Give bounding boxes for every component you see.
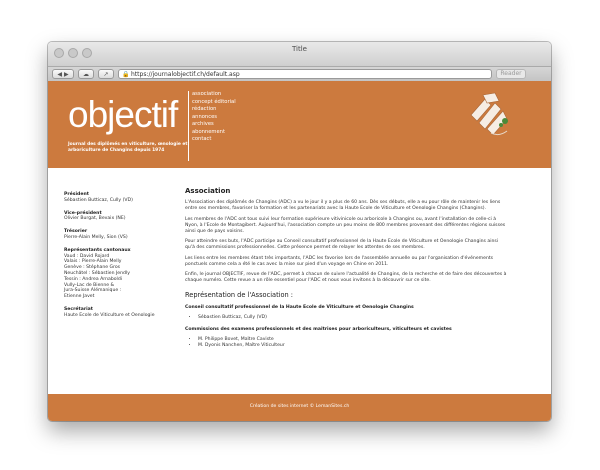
title-bar — [48, 42, 551, 67]
icloud-button[interactable] — [78, 69, 94, 79]
list-item: • Sébastien Butticaz, Cully (VD) — [198, 315, 508, 321]
president-name: Sébastien Butticaz, Cully (VD) — [64, 197, 133, 203]
site-header — [48, 81, 551, 168]
paragraph: Les liens entre les membres étant très importants, l'ADC les favorise lors de l'assemblée annuelle ou par l'organisation d'événements ponctuels comme cela a été le cas avec la mise sur pied d'un voyage en Chine en 2011. — [185, 255, 494, 267]
council-list — [185, 315, 508, 321]
share-icon: ↗ — [103, 71, 109, 78]
paragraph: L'Association des diplômés de Changins (ADC) a vu le jour il y a plus de 60 ans. Dès ses débuts, elle a eu pour rôle de maintenir les liens entre ses membres, favoriser la formation et les partenariats avec la Haute Ecole de Viticulture et Oenologie Changins (Changins). — [185, 200, 501, 212]
main-nav — [192, 91, 236, 144]
url-text[interactable]: https://journalobjectif.ch/default.asp — [131, 71, 240, 78]
cantonal-rep: Vully-Lac de Bienne & — [64, 282, 115, 288]
president-title: Président — [64, 192, 89, 197]
list-item: • M. Dyonis Nanchen, Maître Viticulteur — [198, 343, 508, 349]
lock-icon: 🔒 — [122, 71, 130, 78]
browser-window — [48, 42, 551, 421]
chevron-left-icon[interactable]: ◀ — [57, 71, 63, 78]
cantonal-rep: Tessin : Andrea Arnaboldi — [64, 276, 123, 282]
paragraph: Enfin, le journal OBJECTIF, revue de l'ADC, permet à chacun de suivre l'actualité de Changins, de la recherche et de faire des découvertes à chaque numéro. Cette revue a un rôle essentiel pour l'ADC et nous vous invitons à la découvrir sur ce site. — [185, 272, 507, 284]
reader-button[interactable]: Reader — [496, 69, 526, 79]
share-button[interactable] — [98, 69, 114, 79]
site-tagline: Journal des diplômés en viticulture, œnologie et arboriculture de Changins depuis 1974 — [68, 142, 188, 153]
cantonal-rep: Genève : Stéphane Gros — [64, 265, 121, 271]
cantonal-rep: Vaud : David Rojard — [64, 253, 110, 259]
secretary-title: Secrétariat — [64, 306, 93, 312]
nav-association[interactable]: association — [192, 91, 222, 97]
paragraph: Pour atteindre ses buts, l'ADC participe au Conseil consultatif professionnel de la Haute Ecole de Viticulture et Oenologie Changins ainsi qu'à des commissions professionnelles. Cette présence permet de relayer les attentes de ses membres. — [185, 239, 499, 251]
window-title: Title — [291, 45, 307, 53]
address-bar[interactable] — [118, 69, 492, 79]
chevron-right-icon[interactable]: ▶ — [63, 71, 69, 78]
secretary-name: Haute Ecole de Viticulture et Oenologie — [64, 312, 155, 318]
nav-redaction[interactable]: rédaction — [192, 106, 217, 112]
commissions-title: Commissions des examens professionnels et des maîtrises pour arboriculteurs, viticulteurs et cavistes — [185, 327, 452, 333]
site-logo[interactable]: objectif — [68, 94, 178, 135]
cantonal-rep: Valais : Pierre-Alain Melly — [64, 259, 122, 265]
committee-sidebar — [64, 192, 184, 319]
nav-abonnement[interactable]: abonnement — [192, 128, 225, 135]
emblem-icon — [461, 89, 517, 145]
vice-president-name: Olivier Burgat, Bevaix (NE) — [64, 216, 126, 222]
nav-archives[interactable]: archives — [192, 121, 214, 127]
page-title: Association — [185, 187, 231, 195]
commissions-list — [185, 337, 508, 349]
treasurer-title: Trésorier — [64, 229, 88, 235]
cloud-icon: ☁ — [83, 71, 89, 78]
nav-concept-editorial[interactable]: concept éditorial — [192, 98, 236, 105]
nav-contact[interactable]: contact — [192, 136, 212, 142]
cantonal-rep: Etienne Javet — [64, 294, 95, 300]
list-item: • M. Philippe Bovet, Maître Caviste — [198, 337, 508, 343]
cantonal-rep: Jura-Suisse Alémanique : — [64, 288, 122, 294]
site-footer — [48, 394, 551, 421]
back-forward-buttons[interactable] — [52, 69, 74, 79]
nav-annonces[interactable]: annonces — [192, 113, 217, 120]
browser-toolbar — [48, 67, 551, 82]
cantonal-rep: Neuchâtel : Sébastien Jendly — [64, 270, 130, 276]
paragraph: Les membres de l'ADC ont tous suivi leur formation supérieure vitivinicole ou arboricole à Changins ou, avant l'installation de celle-ci à Nyon, à l'Ecole de Montagibert. Aujourd'hui, l'association compte un peu moins de 800 membres provenant des différentes régions suisses ainsi que de pays voisins. — [185, 216, 506, 235]
vice-president-title: Vice-président — [64, 210, 102, 216]
main-content — [185, 188, 508, 352]
representation-heading: Représentation de l'Association : — [185, 291, 294, 300]
cantonal-title: Représentants cantonaux — [64, 247, 131, 253]
header-divider — [188, 91, 189, 161]
footer-credit[interactable]: Création de sites internet © LemanSites.ch — [249, 404, 350, 409]
treasurer-name: Pierre-Alain Melly, Sion (VS) — [64, 234, 128, 240]
council-title: Conseil consultatif professionnel de la Haute Ecole de Viticulture et Oenologie Changins — [185, 304, 414, 310]
